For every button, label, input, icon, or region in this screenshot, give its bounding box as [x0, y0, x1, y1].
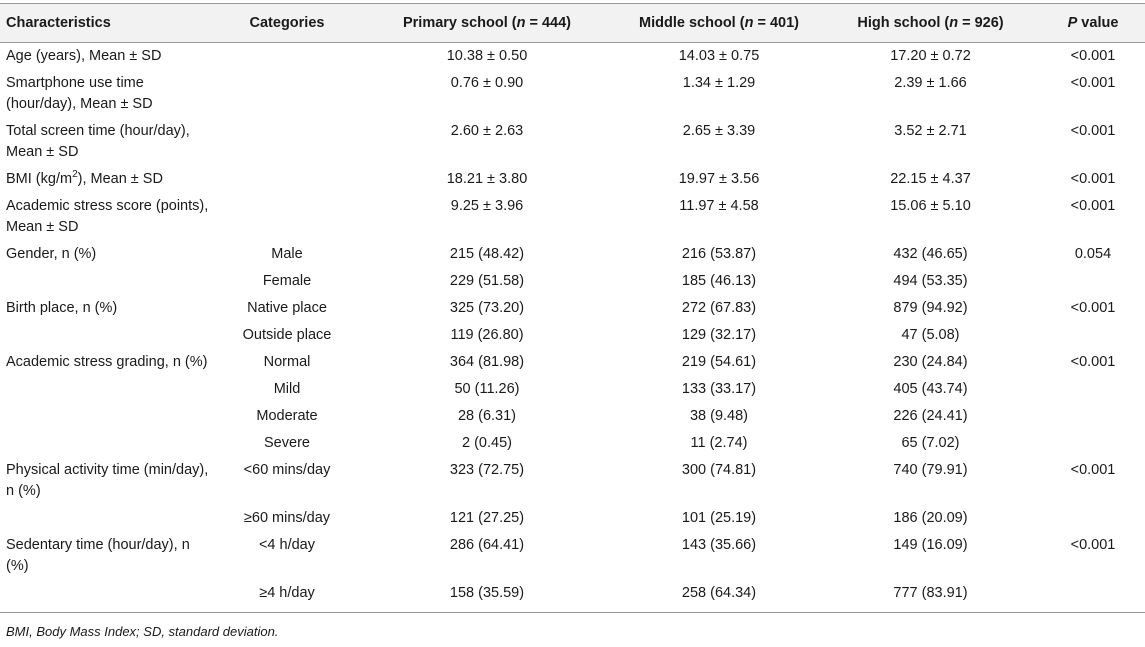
table-row [0, 70, 1145, 118]
cell-middle-school: 14.03 ± 0.75 [678, 48, 760, 64]
cell-characteristic [0, 430, 218, 457]
cell-middle-school: 101 (25.19) [681, 510, 757, 526]
header-characteristics: Characteristics [0, 4, 218, 43]
cell-middle-school: 2.65 ± 3.39 [682, 123, 756, 139]
table-row [0, 43, 1145, 71]
cell-category: Male [271, 246, 303, 262]
cell-characteristic [0, 403, 218, 430]
cell-primary-school: 2 (0.45) [462, 435, 512, 451]
cell-category [218, 166, 356, 193]
cell-p-value: <0.001 [1070, 123, 1116, 139]
cell-primary-school: 215 (48.42) [449, 246, 525, 262]
cell-characteristic [0, 580, 218, 613]
header-categories: Categories [218, 4, 356, 43]
cell-category: <4 h/day [258, 537, 316, 553]
cell-p-value: <0.001 [1070, 462, 1116, 478]
cell-category: Outside place [242, 327, 332, 343]
cell-category: <60 mins/day [243, 462, 331, 478]
cell-high-school: 740 (79.91) [893, 462, 968, 478]
cell-middle-school: 11 (2.74) [690, 435, 748, 451]
cell-p-value [1041, 376, 1145, 403]
table-row [0, 241, 1145, 268]
cell-high-school: 15.06 ± 5.10 [890, 198, 971, 214]
cell-category: Female [262, 273, 312, 289]
cell-high-school: 65 (7.02) [901, 435, 960, 451]
table-body [0, 43, 1145, 613]
cell-middle-school: 272 (67.83) [681, 300, 757, 316]
cell-primary-school: 121 (27.25) [449, 510, 525, 526]
cell-category [218, 43, 356, 71]
cell-p-value [1041, 580, 1145, 613]
cell-p-value [1041, 430, 1145, 457]
cell-high-school: 777 (83.91) [820, 580, 1041, 613]
cell-high-school: 494 (53.35) [893, 273, 968, 289]
table-row [0, 268, 1145, 295]
header-high-count: = 926) [958, 15, 1004, 31]
header-high-n: n [949, 15, 959, 31]
cell-p-value: <0.001 [1070, 300, 1116, 316]
header-primary-school: Primary school (n = 444) [356, 4, 618, 43]
cell-primary-school: 364 (81.98) [449, 354, 525, 370]
table-footnote: BMI, Body Mass Index; SD, standard deviation. [6, 624, 279, 639]
table-row [0, 430, 1145, 457]
cell-characteristic: Physical activity time (min/day), n (%) [6, 462, 209, 499]
bmi-label-post: ), Mean ± SD [77, 171, 163, 187]
cell-primary-school: 325 (73.20) [449, 300, 525, 316]
cell-category: ≥60 mins/day [243, 510, 331, 526]
header-middle-count: = 401) [753, 15, 799, 31]
header-middle-label: Middle school [639, 15, 736, 31]
table-header-row [0, 4, 1145, 43]
cell-category [218, 70, 356, 118]
table-row [0, 193, 1145, 241]
header-primary-n: n [516, 15, 526, 31]
cell-primary-school: 286 (64.41) [449, 537, 525, 553]
header-p-value [1041, 4, 1145, 43]
cell-category: ≥4 h/day [218, 580, 356, 613]
cell-characteristic: Academic stress grading, n (%) [6, 354, 208, 370]
header-p-value-label: value [1077, 15, 1119, 31]
cell-p-value [1041, 322, 1145, 349]
cell-category: Moderate [256, 408, 318, 424]
characteristics-table [0, 3, 1145, 613]
cell-p-value: <0.001 [1070, 537, 1116, 553]
cell-p-value: <0.001 [1070, 354, 1116, 370]
cell-p-value: <0.001 [1070, 171, 1116, 187]
table-row [0, 322, 1145, 349]
cell-middle-school: 1.34 ± 1.29 [682, 75, 756, 91]
cell-primary-school: 10.38 ± 0.50 [446, 48, 528, 64]
table-row [0, 166, 1145, 193]
cell-category: Severe [264, 435, 310, 451]
cell-characteristic [0, 322, 218, 349]
cell-characteristic: Sedentary time (hour/day), n (%) [6, 537, 190, 574]
cell-characteristic: Age (years), Mean ± SD [6, 48, 162, 64]
header-middle-school: Middle school (n = 401) [618, 4, 820, 43]
table-row [0, 457, 1145, 505]
cell-primary-school: 119 (26.80) [450, 327, 524, 343]
cell-high-school: 230 (24.84) [893, 354, 968, 370]
cell-middle-school: 143 (35.66) [681, 537, 757, 553]
cell-primary-school: 158 (35.59) [356, 580, 618, 613]
cell-primary-school: 18.21 ± 3.80 [446, 171, 528, 187]
table-row [0, 349, 1145, 376]
table-row [0, 580, 1145, 613]
cell-p-value: <0.001 [1070, 75, 1116, 91]
cell-category [218, 118, 356, 166]
cell-middle-school: 219 (54.61) [681, 354, 757, 370]
header-p: P [1067, 15, 1078, 31]
header-high-school: High school (n = 926) [820, 4, 1041, 43]
cell-high-school: 879 (94.92) [893, 300, 968, 316]
cell-high-school: 47 (5.08) [901, 327, 960, 343]
cell-category: Normal [263, 354, 311, 370]
cell-characteristic: Total screen time (hour/day), Mean ± SD [6, 123, 190, 160]
cell-high-school: 432 (46.65) [893, 246, 968, 262]
table-row [0, 118, 1145, 166]
header-primary-label: Primary school [402, 15, 508, 31]
bmi-label-superscript: 2 [72, 169, 78, 181]
cell-primary-school: 0.76 ± 0.90 [450, 75, 524, 91]
cell-high-school: 2.39 ± 1.66 [894, 75, 967, 91]
header-primary-count: = 444) [525, 15, 572, 31]
header-high-label: High school [857, 15, 941, 31]
cell-characteristic [0, 268, 218, 295]
cell-primary-school: 9.25 ± 3.96 [450, 198, 524, 214]
cell-middle-school: 19.97 ± 3.56 [678, 171, 760, 187]
cell-characteristic: Birth place, n (%) [6, 300, 118, 316]
cell-p-value [1041, 268, 1145, 295]
table-row [0, 532, 1145, 580]
cell-characteristic: Smartphone use time (hour/day), Mean ± SD [6, 75, 153, 112]
table-row [0, 403, 1145, 430]
cell-category: Native place [247, 300, 327, 316]
cell-high-school: 186 (20.09) [893, 510, 968, 526]
cell-high-school: 22.15 ± 4.37 [890, 171, 971, 187]
header-middle-n: n [744, 15, 754, 31]
cell-high-school: 3.52 ± 2.71 [894, 123, 967, 139]
cell-characteristic: Gender, n (%) [6, 246, 97, 262]
cell-characteristic: Academic stress score (points), Mean ± SD [6, 198, 209, 235]
cell-p-value: <0.001 [1070, 48, 1116, 64]
cell-high-school: 17.20 ± 0.72 [890, 48, 971, 64]
cell-p-value: <0.001 [1070, 198, 1116, 214]
cell-primary-school: 28 (6.31) [457, 408, 517, 424]
table-row [0, 376, 1145, 403]
cell-middle-school: 38 (9.48) [689, 408, 749, 424]
cell-middle-school: 133 (33.17) [681, 381, 757, 397]
cell-p-value [1041, 403, 1145, 430]
cell-middle-school: 129 (32.17) [681, 327, 757, 343]
cell-middle-school: 258 (64.34) [618, 580, 820, 613]
cell-category: Mild [273, 381, 301, 397]
cell-middle-school: 185 (46.13) [681, 273, 757, 289]
table-row [0, 505, 1145, 532]
cell-middle-school: 216 (53.87) [681, 246, 757, 262]
bmi-label-pre: BMI (kg/m [6, 171, 73, 187]
cell-middle-school: 300 (74.81) [681, 462, 757, 478]
cell-category [218, 193, 356, 241]
cell-characteristic [0, 505, 218, 532]
cell-primary-school: 229 (51.58) [449, 273, 525, 289]
cell-characteristic [0, 166, 218, 193]
cell-primary-school: 323 (72.75) [449, 462, 525, 478]
cell-primary-school: 50 (11.26) [454, 381, 520, 397]
cell-characteristic [0, 376, 218, 403]
table-row [0, 295, 1145, 322]
cell-primary-school: 2.60 ± 2.63 [450, 123, 524, 139]
cell-middle-school: 11.97 ± 4.58 [679, 198, 759, 214]
cell-high-school: 149 (16.09) [893, 537, 968, 553]
cell-high-school: 405 (43.74) [893, 381, 968, 397]
cell-high-school: 226 (24.41) [893, 408, 968, 424]
cell-p-value [1041, 505, 1145, 532]
cell-p-value: 0.054 [1074, 246, 1112, 262]
